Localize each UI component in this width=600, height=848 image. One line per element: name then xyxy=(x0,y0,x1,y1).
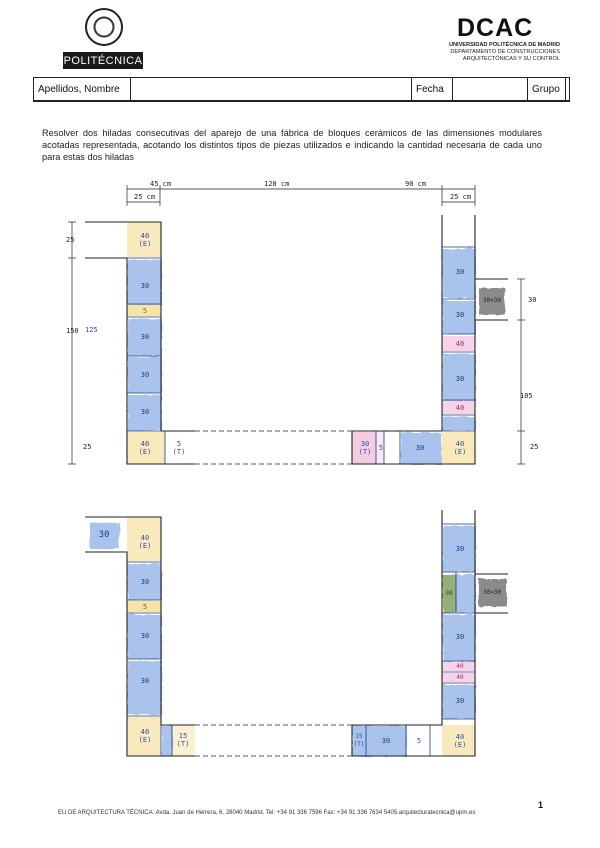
piece-label: 30 xyxy=(140,333,150,341)
dim-left-150: 150 xyxy=(66,327,79,335)
piece-label: 30×30 xyxy=(482,589,502,596)
dept-line-1: UNIVERSIDAD POLITÉCNICA DE MADRID xyxy=(448,42,560,48)
piece-label: 40 (E) xyxy=(138,440,152,456)
piece-label: 30 xyxy=(455,311,465,319)
dcac-logo: DCAC xyxy=(457,14,534,42)
piece-label: 30 xyxy=(140,371,150,379)
piece-label: 5 xyxy=(142,603,148,611)
politecnica-banner: POLITÉCNICA xyxy=(63,52,143,69)
dim-120cm: 120 cm xyxy=(264,180,290,188)
piece-label: 30 xyxy=(455,697,465,705)
piece-label: 15 (T) xyxy=(176,732,190,748)
piece-label: 30 xyxy=(415,444,425,452)
piece-label: 30 xyxy=(140,632,150,640)
dept-line-3: ARQUITECTÓNICAS Y SU CONTROL xyxy=(462,56,560,62)
piece-label: 5 xyxy=(378,444,384,452)
dim-left-125-note: 125 xyxy=(85,326,98,334)
dim-90cm: 90 cm xyxy=(405,180,427,188)
piece-label: 5 (T) xyxy=(172,440,186,456)
piece-label: 5 xyxy=(142,307,148,315)
piece-label: 40 (E) xyxy=(138,232,152,248)
exercise-instructions: Resolver dos hiladas consecutivas del aparejo de una fábrica de bloques cerámicos de las dimensiones modulares acotadas representada, acotando los distintos tipos de piezas utilizados e indicando la cantidad necesaria de cada uno para estas dos hiladas xyxy=(42,128,542,162)
piece-label: 40 xyxy=(456,663,464,670)
piece-label: 30 xyxy=(455,633,465,641)
dim-25cm-right: 25 cm xyxy=(450,193,472,201)
piece-label: 15 (T) xyxy=(353,733,365,748)
piece-label: 40 (E) xyxy=(453,733,467,749)
piece-label: 40 xyxy=(456,674,464,681)
piece-label: 30×30 xyxy=(482,297,502,304)
group-label: Grupo xyxy=(528,78,566,100)
piece-label: 40 xyxy=(455,340,465,348)
name-label: Apellidos, Nombre xyxy=(34,78,131,100)
piece-label: 30 xyxy=(381,737,391,745)
piece-label: 40 (E) xyxy=(138,728,152,744)
piece-label: 30 xyxy=(455,375,465,383)
piece-label: 40 (E) xyxy=(453,440,467,456)
piece-label: 30 (T) xyxy=(358,440,372,456)
date-label: Fecha xyxy=(412,78,453,100)
piece-label: 40 xyxy=(455,404,465,412)
piece-label: 5 xyxy=(416,737,422,745)
dim-45cm: 45 cm xyxy=(150,180,172,188)
piece-label: 30 xyxy=(140,578,150,586)
piece-label: 30 xyxy=(445,590,453,597)
top-dimension-lines xyxy=(127,185,475,206)
footer-address: EU DE ARQUITECTURA TÉCNICA. Avda. Juan de Herrera, 6. 28040 Madrid. Tel: +34 91 336 7596 Fax: +34 91 336 7634 5405.arquitecturatecnica@upm.es xyxy=(58,810,476,816)
dim-right-105: 105 xyxy=(520,392,533,400)
piece-label: 30 xyxy=(140,282,150,290)
piece-label: 30 xyxy=(140,408,150,416)
dim-25cm-left: 25 cm xyxy=(134,193,156,201)
piece-label: 30 xyxy=(455,268,465,276)
dim-right-25: 25 xyxy=(530,443,539,451)
dim-right-30: 30 xyxy=(528,296,537,304)
dept-line-2: DEPARTAMENTO DE CONSTRUCCIONES xyxy=(450,49,560,55)
dim-left-25-bottom: 25 xyxy=(83,443,92,451)
piece-label: 30 xyxy=(140,677,150,685)
piece-label: 40 (E) xyxy=(138,534,152,550)
page-number: 1 xyxy=(538,800,544,810)
dim-left-25-top: 25 xyxy=(66,236,75,244)
piece-label: 30 xyxy=(455,545,465,553)
piece-label: 30 xyxy=(98,530,110,540)
